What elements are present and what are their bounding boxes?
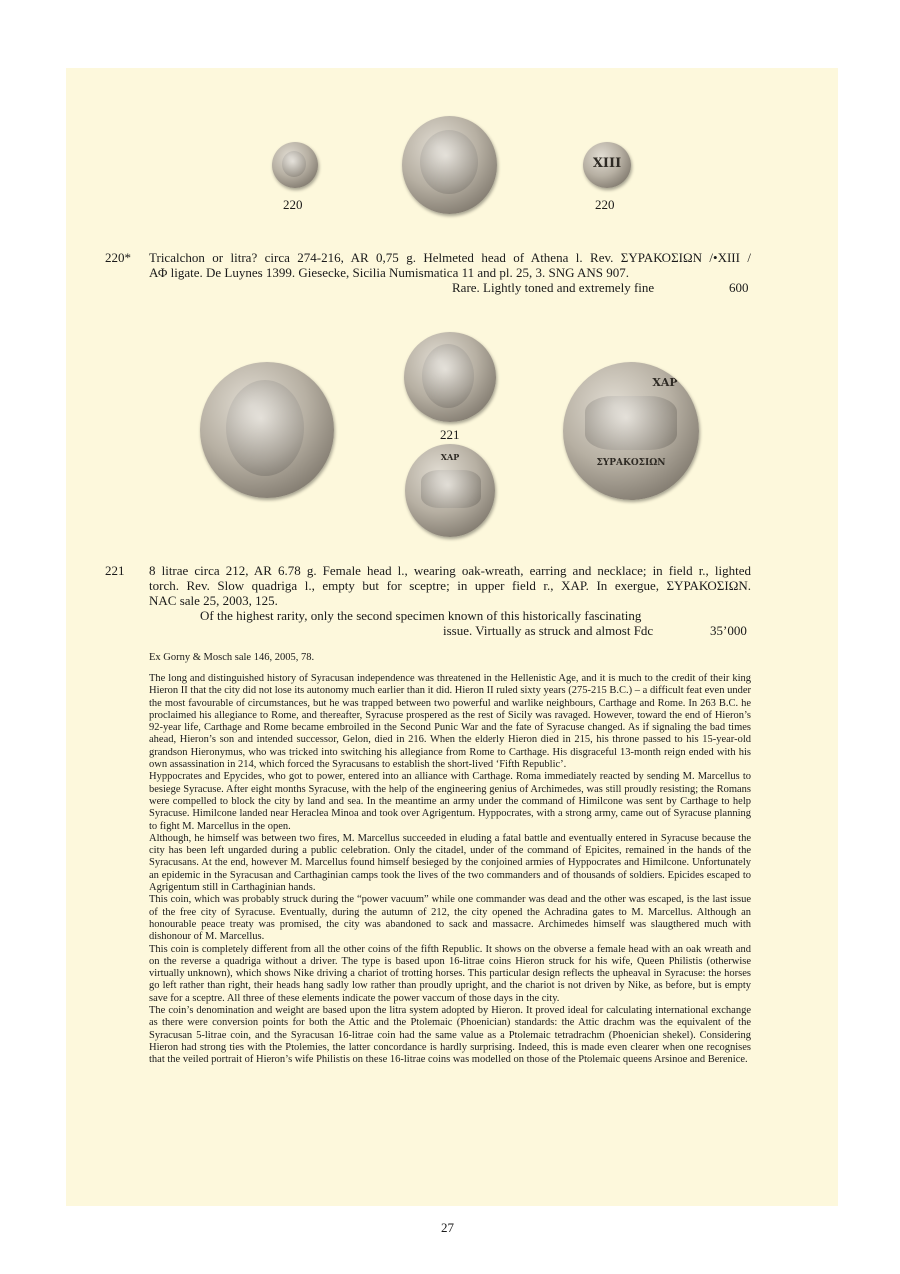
lot-221-description-line3: NAC sale 25, 2003, 125. [149,593,278,608]
coin-221-obverse-enlarged-image [200,362,334,498]
coin-221-reverse-exergue-legend: ΣΥΡΑΚΟΣΙΩΝ [596,458,666,468]
coin-220-label-right: 220 [595,197,615,212]
note-paragraph: This coin is completely different from all the other coins of the fifth Republic. It shows on the obverse a female head with an oak wreath and on the reverse a quadriga without a driver. The type is based upon 16-litrae coins Hieron struck for his wife, Queen Philistis (otherwise virtually unknown), which shows Nike driving a chariot of trotting horses. This particular design reflects the upheaval in Syracuse: the horses go left rather than right, their heads hang sadly low rather than proudly upright, and the chariot is not driven by Nike, as before, but is empty save for a sceptre. All three of these elements indicate the power vaccum of those days in the city. [149,943,751,1004]
coin-220-label-left: 220 [283,197,303,212]
note-paragraph: Although, he himself was between two fires, M. Marcellus succeeded in eluding a fatal battle and eventually entered in Syracuse because the city has been left ungarded during a public celebration. Only the citadel, under of the command of Epicites, remained in the hands of the Syracusans. At the end, however M. Marcellus found himself besieged by the conjoined armies of Hyppocrates and Himilcone. Unfortunately an epidemic in the Syracusan and Carthaginian camps took the lives of the two commanders and of thousands of soldiers. Epicides escaped to Agrigentum still in Carthaginian hands. [149,832,751,894]
lot-221-description-line1: 8 litrae circa 212, AR 6.78 g. Female head l., wearing oak-wreath, earring and necklace; in field r., lighted [149,563,751,578]
lot-221-provenance: Ex Gorny & Mosch sale 146, 2005, 78. [149,652,315,663]
coin-220-obverse-enlarged-image [402,116,497,214]
lot-221-historical-note [149,673,751,1067]
coin-221-reverse-enlarged-image [563,362,699,500]
note-paragraph: This coin, which was probably struck during the “power vacuum” while one commander was dead and the other was escaped, is the last issue of the free city of Syracuse. Eventually, during the autumn of 212, the city opened the Achradina gates to M. Marcellus. Although an honourable peace treaty was promised, the city was abandoned to sack and massacre. Archimedes himself was slaugthered much with dishonour of M. Marcellus. [149,894,751,943]
coin-221-label: 221 [440,427,460,442]
coin-221-reverse-small-legend: ΧΑΡ [440,452,460,462]
page-number: 27 [441,1220,454,1235]
lot-220-description-line2: ΑΦ ligate. De Luynes 1399. Giesecke, Sicilia Numismatica 11 and pl. 25, 3. SNG ANS 907. [149,265,630,280]
lot-220-estimate: 600 [729,280,749,295]
lot-221-estimate: 35’000 [710,623,747,638]
coin-221-obverse-image [404,332,496,422]
coin-221-reverse-image [405,444,495,537]
lot-220-grade: Rare. Lightly toned and extremely fine [452,280,655,295]
lot-220-description-line1: Tricalchon or litra? circa 274-216, AR 0,75 g. Helmeted head of Athena l. Rev. ΣΥΡΑΚΟΣΙΩΝ /•XIII / [149,250,751,265]
coin-220-reverse-image [583,142,631,188]
lot-221-grade: issue. Virtually as struck and almost Fdc [443,623,654,638]
lot-221-rarity: Of the highest rarity, only the second specimen known of this historically fascinating [200,608,642,623]
lot-220-number: 220* [105,250,131,265]
note-paragraph: The long and distinguished history of Syracusan independence was threatened in the Hellenistic Age, and it is much to the credit of their king Hieron II that the city did not lose its autonomy much earlier than it did. Hieron II ruled sixty years (275-215 B.C.) – a difficult feat even under the most favourable of circumstances, but he was trapped between two powerful and warlike neighbours, Carthage and Rome. In 263 B.C. he proclaimed his allegiance to Rome, and thereafter, Syracuse prospered as the rest of Sicily was ravaged. However, toward the end of Hieron’s 92-year life, Carthage and Rome became embroiled in the Second Punic War and the fate of Syracuse changed. As if signaling the bad times ahead, Hieron’s son and intended successor, Gelon, died in 216. When the elderly Hieron died in 215, his throne passed to his 15-year-old grandson Hieronymus, who was tricked into switching his allegiance from Rome to Carthage. His disgraceful 13-month reign ended with his own assassination in 214, which forced the Syracusans to establish the short-lived ‘Fifth Republic’. [149,673,751,771]
note-paragraph: Hyppocrates and Epycides, who got to power, entered into an alliance with Carthage. Roma immediately reacted by sending M. Marcellus to besiege Syracuse. After eight months Syracuse, with the help of the engineering genius of Archimedes, was still proudly resisting; the Romans were compelled to block the city by land and sea. In the meantime an army under the command of Himilcone was sent by Carthage to help Syracuse. Himilcone landed near Heraclea Minoa and took over Agrigentum. Hyppocrates, with a strong army, came out of Syracuse planning to fight M. Marcellus in the open. [149,771,751,832]
note-paragraph: The coin’s denomination and weight are based upon the litra system adopted by Hieron. It proved ideal for calculating international exchange as there were conversion points for both the Attic and the Ptolemaic (Phoenician) standards: the Attic drachm was the equivalent of the Syracusan 5-litrae coin, and the Syracusan 16-litrae coin had the same value as a Ptolemaic tetradrachm (Phoenician shekel). Considering Hieron had strong ties with the Ptolemies, the latter concordance is hardly surprising. Indeed, this is made even clearer when one recognises that the veiled portrait of Hieron’s wife Philistis on these 16-litrae coins was modelled on those of the Ptolemaic queens Arsinoe and Berenice. [149,1005,751,1066]
coin-221-reverse-legend-top: ΧΑΡ [652,376,678,389]
coin-220-obverse-image [272,142,318,188]
lot-221-number: 221 [105,563,125,578]
coin-220-reverse-legend: ΧΙΙΙ [592,156,622,171]
lot-221-description-line2: torch. Rev. Slow quadriga l., empty but for sceptre; in upper field r., ΧΑΡ. In exergue, ΣΥΡΑΚΟΣΙΩΝ. [149,578,751,593]
